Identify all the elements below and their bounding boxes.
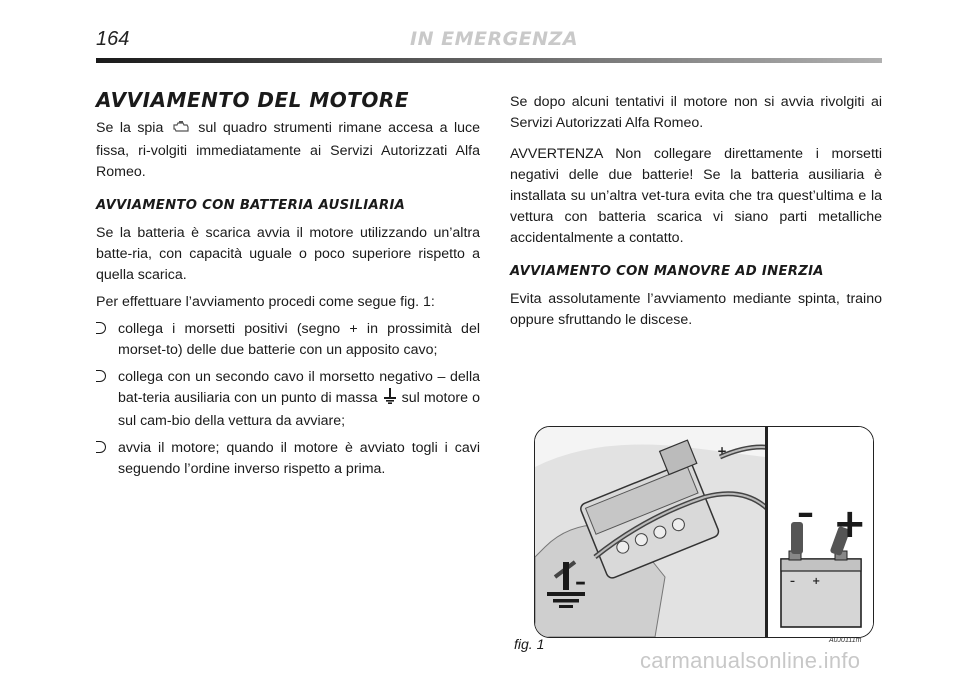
right-column (510, 92, 882, 337)
paragraph-batteria-scarica: Se la batteria è scarica avvia il motore utilizzando un’altra batte-ria, con capacità uguale o poco superiore rispetto a quella scarica. (96, 225, 480, 283)
intro-text-before: Se la spia (96, 120, 164, 136)
paragraph-inerzia: Evita assolutamente l’avviamento mediante spinta, traino oppure sfruttando le discese. (510, 291, 882, 328)
list-item (96, 367, 480, 432)
left-column (96, 88, 480, 486)
title-avviamento-motore: AVVIAMENTO DEL MOTORE (96, 88, 409, 112)
list-item-text-before: collega con un secondo cavo il morsetto negativo – della bat-teria ausiliaria con un punto di massa (118, 369, 480, 406)
aux-battery-minus-label: – (790, 576, 795, 587)
bullet-icon (96, 441, 106, 453)
bullet-icon (96, 322, 106, 334)
intro-paragraph (96, 118, 480, 183)
page-number: 164 (96, 28, 130, 50)
list-item-text-after: sul motore o sul cam-bio della vettura da avviare; (118, 390, 480, 429)
battery-illustration (535, 427, 873, 637)
intro-text-after: sul quadro strumenti rimane accesa a luce fissa, ri-volgiti immediatamente ai Servizi Autorizzati Alfa Romeo. (96, 120, 480, 180)
watermark: carmanualsonline.info (640, 648, 861, 673)
section-header: IN EMERGENZA (410, 28, 579, 50)
paragraph-avvertenza: AVVERTENZA Non collegare direttamente i morsetti negativi delle due batterie! Se la batteria ausiliaria è installata su un’altra vet-tura evita che tra quest’ultima e la vettura con batteria scarica vi siano parti metalliche accidentalmente a contatto. (510, 146, 882, 246)
list-item-text: avvia il motore; quando il motore è avviato togli i cavi seguendo l’ordine inverso rispetto a prima. (118, 440, 480, 477)
car-battery-plus-label: + (717, 444, 728, 458)
engine-warning-icon (172, 120, 190, 141)
ground-minus-label: – (575, 570, 586, 595)
list-item (96, 438, 480, 480)
header-rule (96, 58, 882, 63)
figure-caption: fig. 1 (514, 636, 545, 652)
section-title-batteria-ausiliaria: AVVIAMENTO CON BATTERIA AUSILIARIA (96, 198, 406, 213)
figure-battery-jump-start (534, 426, 874, 638)
procedure-list (96, 319, 480, 480)
list-item-text: collega i morsetti positivi (segno + in prossimità del morset-to) delle due batterie con un apposito cavo; (118, 321, 480, 358)
big-minus-label: – (797, 493, 814, 533)
list-item (96, 319, 480, 361)
paragraph-tentativi: Se dopo alcuni tentativi il motore non si avvia rivolgiti ai Servizi Autorizzati Alfa Romeo. (510, 94, 882, 131)
ground-symbol-icon (384, 388, 396, 411)
aux-battery-plus-label: + (812, 576, 821, 587)
paragraph-procedura: Per effettuare l’avviamento procedi come segue fig. 1: (96, 294, 435, 310)
figure-code: A0J0111m (829, 637, 862, 644)
section-title-manovre-inerzia: AVVIAMENTO CON MANOVRE AD INERZIA (510, 264, 824, 279)
bullet-icon (96, 370, 106, 382)
big-plus-label: + (833, 501, 867, 547)
